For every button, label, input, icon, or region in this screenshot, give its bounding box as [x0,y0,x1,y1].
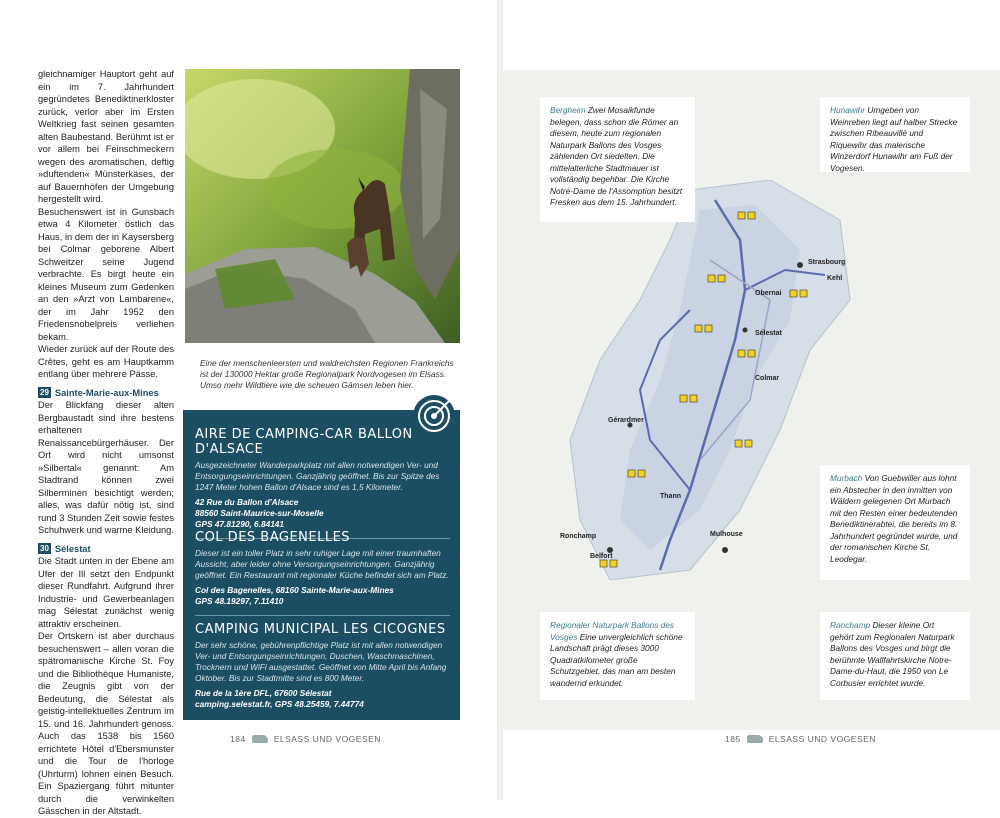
page-number: 185 [725,734,741,744]
page-footer [230,734,381,744]
photo-caption: Eine der menschenleersten und waldreichsten Regionen Frankreichs ist der 130000 Hektar große Regionalpark Nordvogesen im Elsass. Umso mehr Wildtiere wie die scheuen Gämsen leben hier. [200,358,454,390]
info-card-ronchamp [820,612,970,700]
target-icon [412,394,456,438]
info-card-naturpark [540,612,695,700]
route-paragraph: Wieder zurück auf der Route des Crêtes, geht es am Hauptkamm entlang über mehrere Pässe. [38,344,174,379]
site-title: CAMPING MUNICIPAL LES CICOGNES [195,622,446,637]
card-title: Murbach [830,473,863,483]
map-label-selestat: Sélestat [755,330,782,337]
gps-coordinates: GPS 47.81290, 6.84141 [195,519,285,529]
camping-infobox [183,410,460,720]
camping-site-2 [195,530,450,616]
page-footer [725,734,876,744]
site-description: Dieser ist ein toller Platz in sehr ruhiger Lage mit einer traumhaften Aussicht, aber leider ohne Versorgungseinrichtungen. Ganzjährig geöffnet. Ein Restaurant mit regionaler Küche befindet sich am Platz. [195,548,449,580]
divider [195,615,450,616]
chapter-title: ELSASS UND VOGESEN [273,734,381,744]
address-line: camping.selestat.fr, GPS 48.25459, 7.44774 [195,699,364,709]
chamois-photo [185,69,460,343]
left-page [0,0,500,816]
site-address [195,688,450,710]
site-title: AIRE DE CAMPING-CAR BALLON D'ALSACE [195,427,413,457]
body-text-column [38,68,174,818]
gps-coordinates: GPS 48.19297, 7.11410 [195,596,284,606]
map-label-kehl: Kehl [827,275,843,282]
map-label-mulhouse: Mulhouse [710,531,743,538]
site-title: COL DES BAGENELLES [195,530,351,545]
section-29-heading [38,387,174,400]
camping-site-3 [195,622,450,710]
card-text: Dieser kleine Ort gehört zum Regionalen Naturpark Ballons des Vosges und birgt die berühmte Wallfahrtskirche Notre-Dame-du-Haut, die 1950 von Le Corbusier errichtet wurde. [830,620,955,688]
map-label-thann: Thann [660,493,681,500]
section-30-text-2: Der Ortskern ist aber durchaus besuchenswert – allen voran die spätromanische Kirche St. Foy und die Bibliothèque Humaniste, die Zeugnis gibt von der Bedeutung, die Sélestat als geistig-intellektuelles Zentrum im 15. und 16. Jahrhundert genoss. Auch das 1538 bis 1560 errichtete Hôtel d'Ebersmunster und die Tour de l'horloge (Uhrturm) lohnen einen Besuch. Ein Spaziergang führt mitunter durch die verwinkelten Gässchen in der Altstadt. [38,631,174,816]
map-label-obernai: Obernai [755,290,782,297]
address-line: Col des Bagenelles, 68160 Sainte-Marie-aux-Mines [195,585,394,595]
card-text: Zwei Mosaikfunde belegen, dass schon die Römer an diesem, heute zum regionalen Naturpark Ballons des Vosges zählenden Ort siedelten. Die mittelalterliche Stadtmauer ist vollständig begehbar. Die Kirche Notre-Dame de l'Assomption besitzt Fresken aus dem 15. Jahrhundert. [550,105,683,207]
camper-van-icon [252,735,268,743]
site-address [195,585,450,607]
section-title: Sainte-Marie-aux-Mines [54,387,159,398]
chapter-title: ELSASS UND VOGESEN [768,734,876,744]
map-label-colmar: Colmar [755,375,780,382]
section-number-badge: 30 [40,544,49,554]
address-line: Rue de la 1ère DFL, 67600 Sélestat [195,688,332,698]
card-text: Von Guebwiller aus lohnt ein Abstecher in den inmitten von Wäldern gelegenen Ort Murbach mit den Resten einer bedeutenden Benediktinerabtei, die bereits im 8. Jahrhundert gegründet wurde, und der romanischen Kirche St. Leodegar. [830,473,958,564]
card-title: Regionaler Naturpark Ballons des Vosges [550,620,675,642]
card-text: Umgeben von Weinreben liegt auf halber Strecke zwischen Ribeauvillé und Riquewihr das malerische Winzerdorf Hunawihr am Fuß der Vogesen. [830,105,958,173]
schweitzer-paragraph: Besuchenswert ist in Gunsbach etwa 4 Kilometer östlich das Haus, in dem der in Kaysersberg bei Colmar geborene Albert Schweitzer seine Jugend verbrachte. Es birgt heute ein kleines Museum zum Gedenken an den »Arzt von Lambarene«, der im Jahr 1952 den Friedensnobelpreis verliehen bekam. [38,206,174,342]
info-card-bergheim [540,97,695,222]
site-description: Der sehr schöne, gebührenpflichtige Platz ist mit allen notwendigen Ver- und Entsorgungseinrichtungen, Duschen, Waschmaschinen, Trocknern und WiFi ausgestattet. Geöffnet von Mitte April bis Anfang Oktober. Bis zur Stadtmitte sind es 800 Meter. [195,640,447,683]
page-number: 184 [230,734,246,744]
map-label-ronchamp: Ronchamp [560,533,597,540]
card-title: Bergheim [550,105,586,115]
map-label-gerardmer: Gérardmer [608,417,644,424]
info-card-hunawihr [820,97,970,172]
info-card-murbach [820,465,970,580]
card-title: Ronchamp [830,620,871,630]
camping-site-1 [195,427,450,539]
section-30-heading [38,543,174,556]
map-label-strasbourg: Strasbourg [808,259,846,266]
section-30-text-1: Die Stadt unten in der Ebene am Ufer der Ill setzt den Endpunkt dieser Rundfahrt. Aufgrund ihrer Industrie- und Gewerbeanlagen mag Sélestat zunächst wenig attraktiv erscheinen. [38,556,174,629]
intro-paragraph: gleichnamiger Hauptort geht auf ein im 7. Jahrhundert gegründetes Benediktinerkloster zurück, verlor aber im Ersten Weltkrieg fast seinen gesamten alten Baubestand. Berühmt ist er vor allem bei Feinschmeckern wegen des aromatischen, deftig »duftenden« Münsterkäses, der auf Bauernhöfen der Umgebung hergestellt wird. [38,69,174,204]
address-line: 42 Rue du Ballon d'Alsace [195,497,299,507]
site-address [195,497,450,530]
card-title: Hunawihr [830,105,866,115]
card-text: Eine unvergleichlich schöne Landschaft prägt dieses 3000 Quadratkilometer große Schutzgebiet, das man am besten wandernd erkundet. [550,631,683,688]
camper-van-icon [747,735,763,743]
map-label-belfort: Belfort [590,553,613,560]
section-title: Sélestat [54,543,91,554]
address-line: 88560 Saint-Maurice-sur-Moselle [195,508,324,518]
section-29-text: Der Blickfang dieser alten Bergbaustadt sind ihre bestens erhaltenen Renaissancebürgerhäuser. Der Ort wird nicht umsonst »Silbertal« genannt: Am Stadtrand können zwei Silberminen besichtigt werden; alles, was dafür nötig ist, sind rund 3 Stunden Zeit sowie festes Schuhwerk und warme Kleidung. [38,400,174,535]
section-number-badge: 29 [40,388,49,398]
site-description: Ausgezeichneter Wanderparkplatz mit allen notwendigen Ver- und Entsorgungseinrichtungen. Ganzjährig geöffnet. Bis zur Spitze des 1247 Meter hohen Ballon d'Alsace sind es 1,5 Kilometer. [195,460,440,492]
